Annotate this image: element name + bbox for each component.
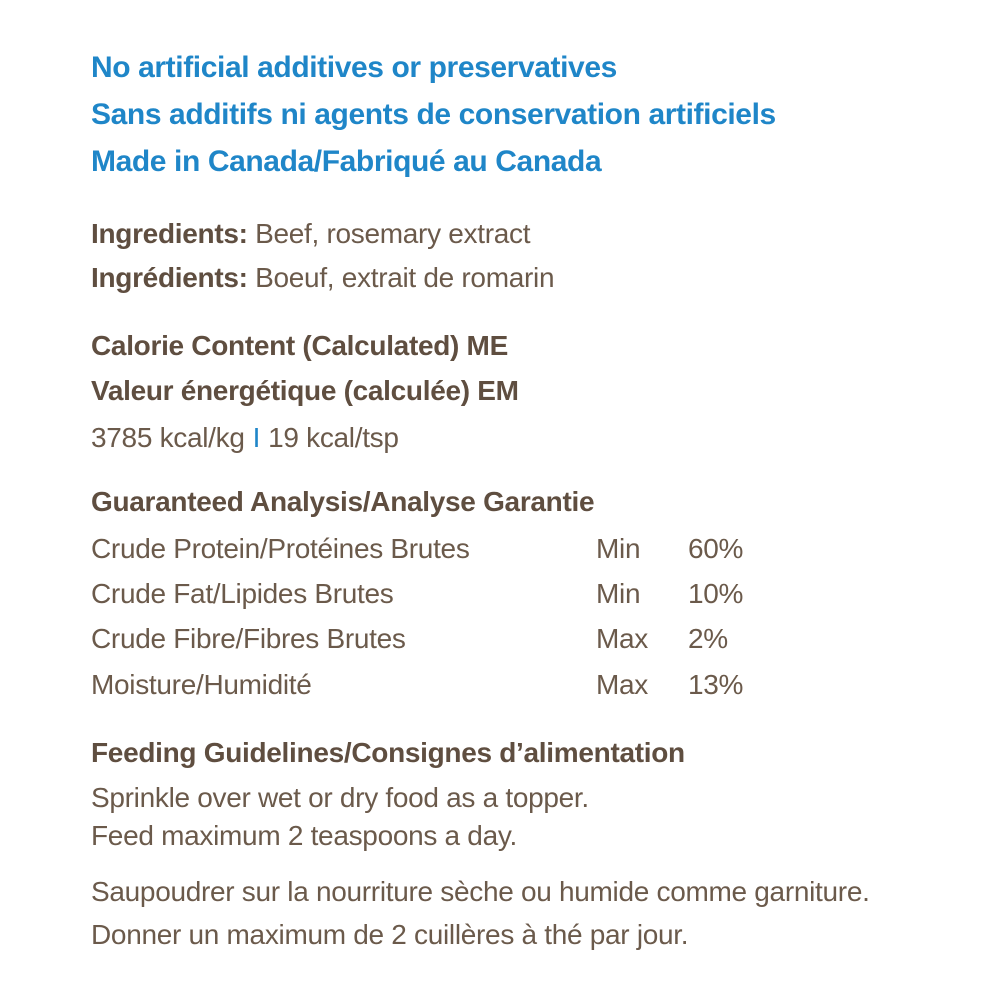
feeding-fr-line: Donner un maximum de 2 cuillères à thé par jour. [91,919,689,950]
analysis-row-name: Crude Fibre/Fibres Brutes [91,623,406,654]
ingredients-fr-value: Boeuf, extrait de romarin [247,262,555,293]
analysis-row [91,667,891,703]
analysis-heading: Guaranteed Analysis/Analyse Garantie [91,486,595,517]
ingredients-en-label: Ingredients: [91,218,248,249]
calorie-separator: I [252,422,261,453]
analysis-row-value: 60% [688,533,744,564]
claim-sans-additifs: Sans additifs ni agents de conservation artificiels [91,98,776,131]
analysis-row-name: Crude Protein/Protéines Brutes [91,533,470,564]
claim-made-in-canada: Made in Canada/Fabriqué au Canada [91,145,602,178]
calorie-heading-fr: Valeur énergétique (calculée) EM [91,375,519,406]
calorie-heading-en: Calorie Content (Calculated) ME [91,330,508,361]
calorie-per-kg: 3785 kcal/kg [91,422,245,453]
analysis-row [91,531,891,567]
analysis-row-qualifier: Max [596,669,648,700]
feeding-en-line: Sprinkle over wet or dry food as a topper. [91,782,589,813]
feeding-en-line: Feed maximum 2 teaspoons a day. [91,820,517,851]
ingredients-fr-label: Ingrédients: [91,262,248,293]
analysis-row-value: 2% [688,623,728,654]
analysis-row [91,621,891,657]
feeding-fr-line: Saupoudrer sur la nourriture sèche ou humide comme garniture. [91,876,870,907]
feeding-heading: Feeding Guidelines/Consignes d’alimentation [91,737,685,768]
analysis-row-qualifier: Min [596,578,641,609]
ingredients-fr [91,260,554,296]
calorie-values [91,420,399,456]
analysis-row-value: 13% [688,669,744,700]
analysis-row-value: 10% [688,578,744,609]
ingredients-en [91,216,530,252]
claim-no-additives: No artificial additives or preservatives [91,51,617,84]
analysis-row-qualifier: Max [596,623,648,654]
analysis-row [91,576,891,612]
analysis-row-qualifier: Min [596,533,641,564]
ingredients-en-value: Beef, rosemary extract [247,218,531,249]
analysis-row-name: Moisture/Humidité [91,669,312,700]
calorie-per-tsp: 19 kcal/tsp [268,422,399,453]
analysis-row-name: Crude Fat/Lipides Brutes [91,578,394,609]
